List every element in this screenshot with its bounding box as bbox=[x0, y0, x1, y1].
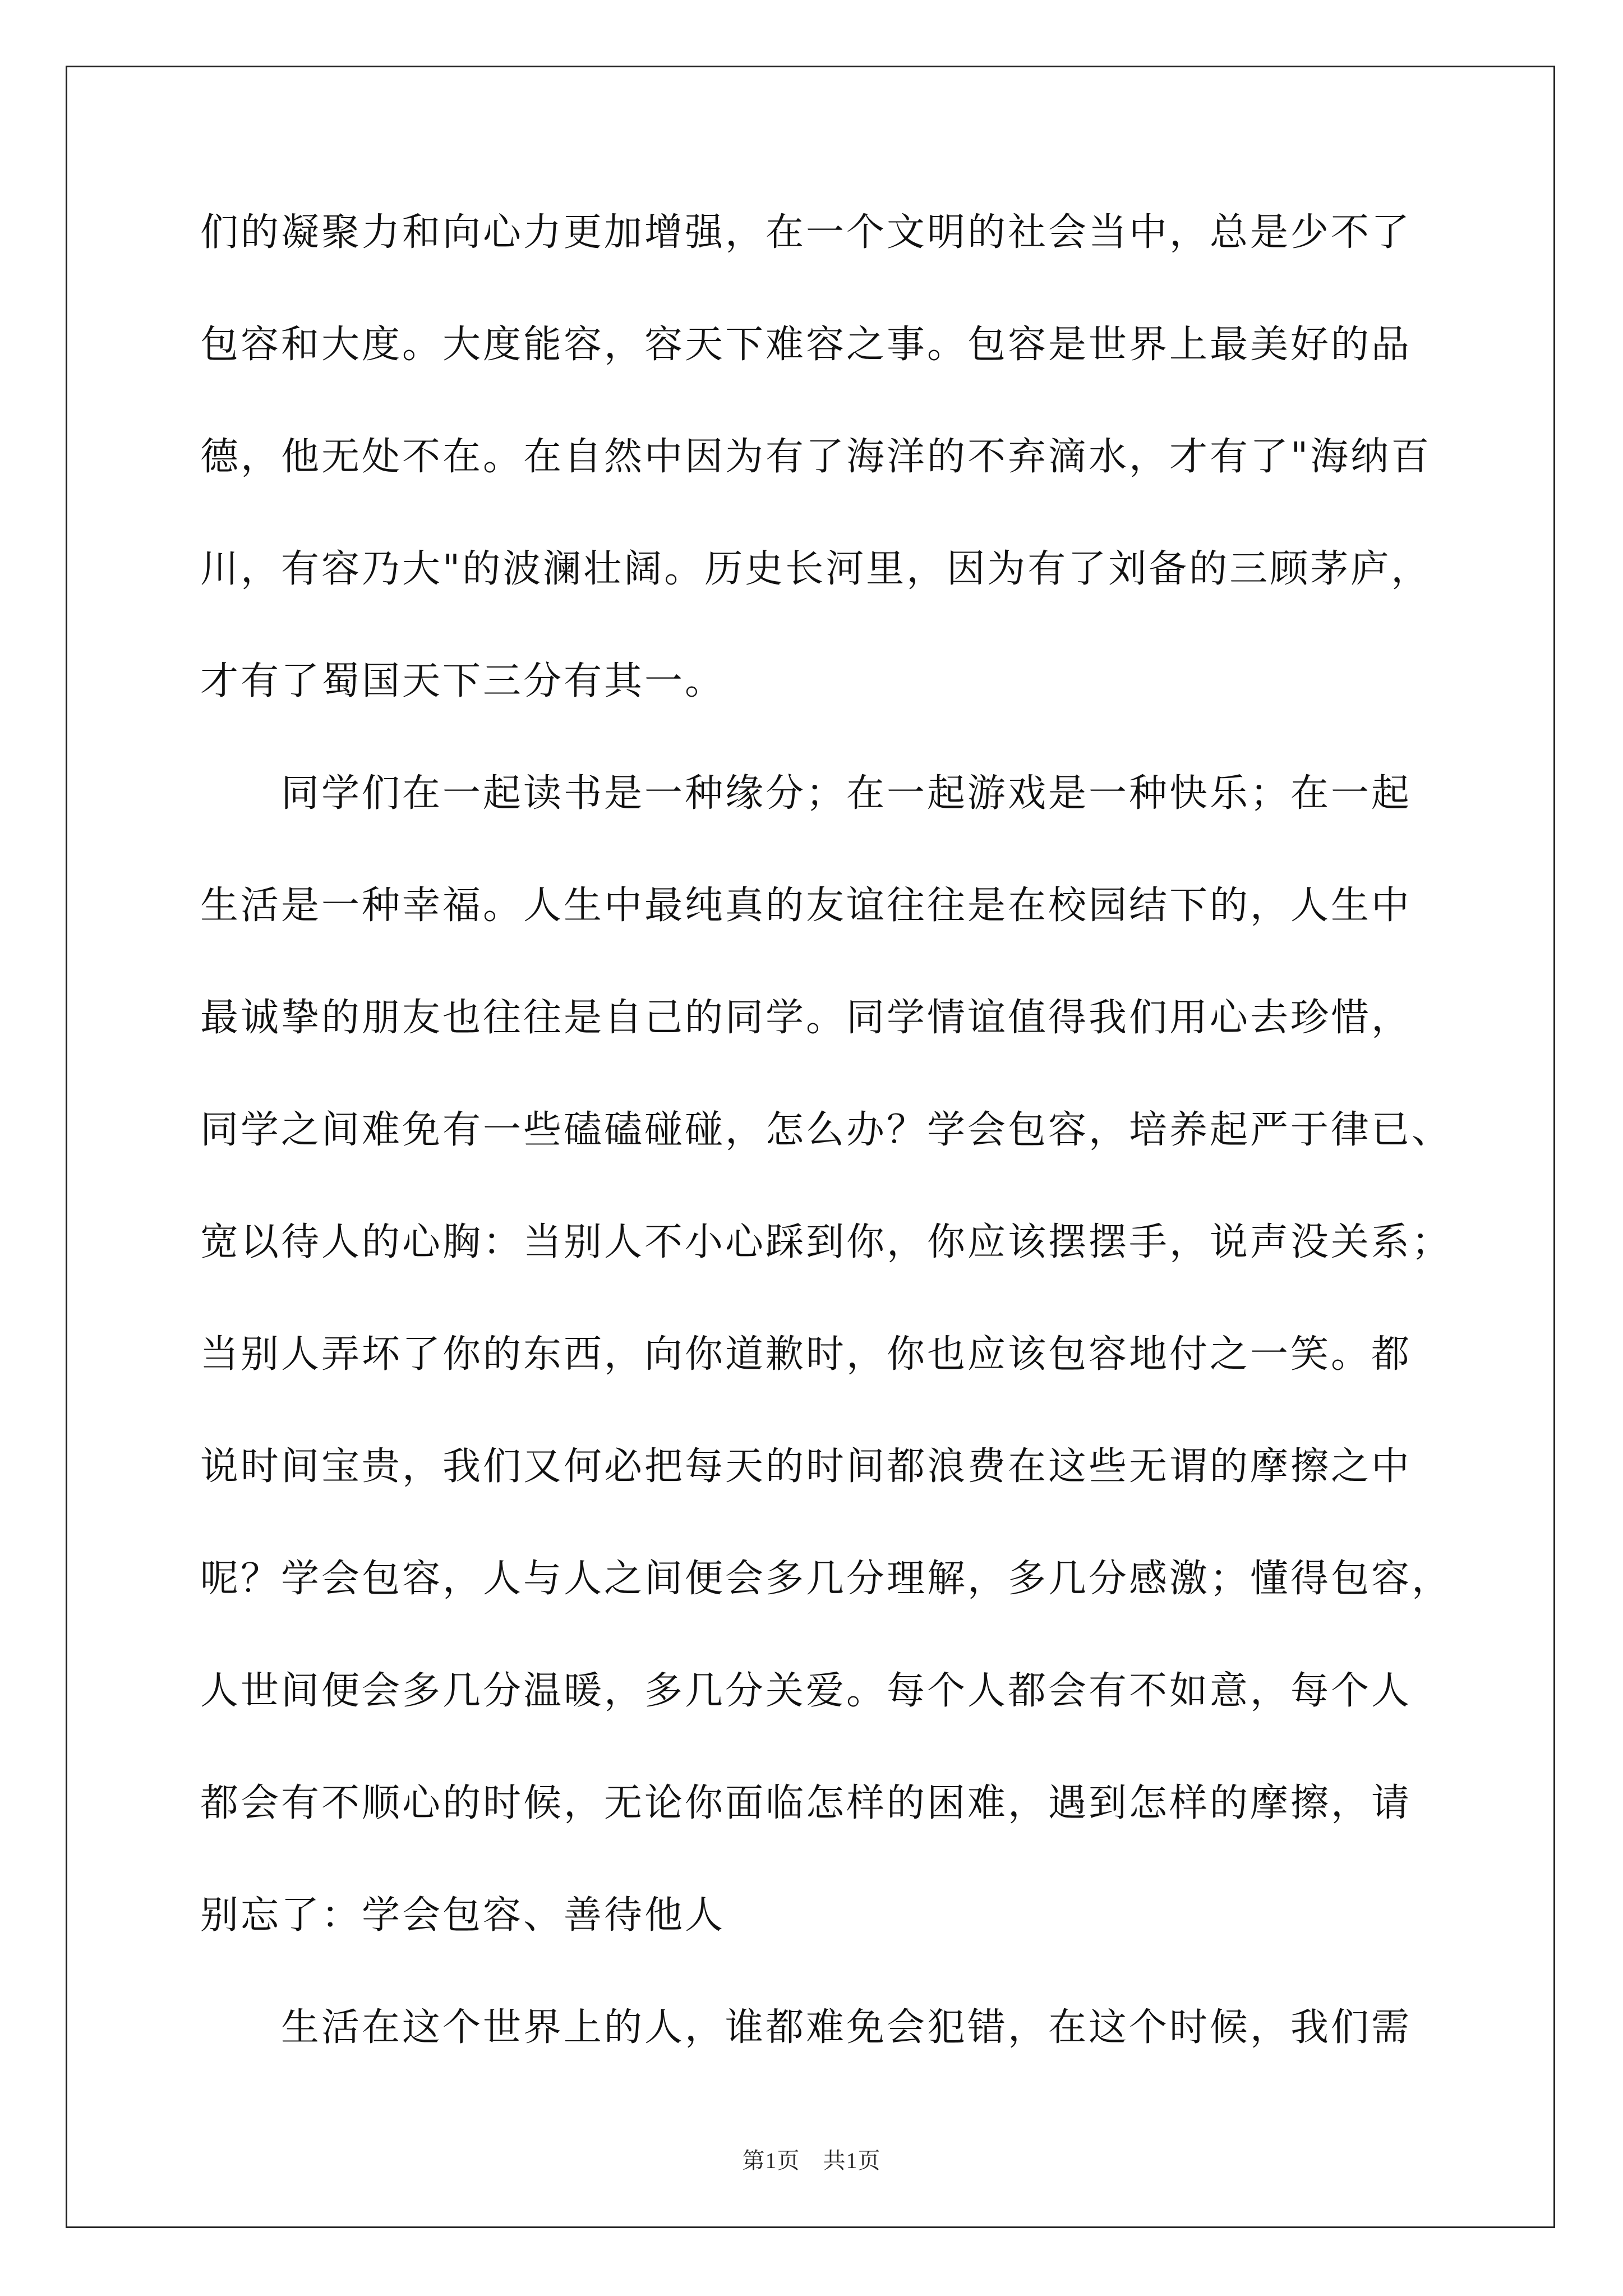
text-line: 包容和大度。大度能容，容天下难容之事。包容是世界上最美好的品 bbox=[200, 323, 1412, 367]
text-line: 川，有容乃大"的波澜壮阔。历史长河里，因为有了刘备的三顾茅庐， bbox=[200, 547, 1432, 591]
text-line: 都会有不顺心的时候，无论你面临怎样的困难，遇到怎样的摩擦，请 bbox=[200, 1781, 1412, 1825]
text-line: 们的凝聚力和向心力更加增强，在一个文明的社会当中，总是少不了 bbox=[200, 210, 1412, 255]
text-line: 才有了蜀国天下三分有其一。 bbox=[200, 659, 726, 703]
text-line: 同学们在一起读书是一种缘分；在一起游戏是一种快乐；在一起 bbox=[200, 771, 1412, 816]
text-line: 同学之间难免有一些磕磕碰碰，怎么办？学会包容，培养起严于律已、 bbox=[200, 1108, 1453, 1152]
text-line: 人世间便会多几分温暖，多几分关爱。每个人都会有不如意，每个人 bbox=[200, 1669, 1412, 1713]
text-line: 别忘了：学会包容、善待他人 bbox=[200, 1893, 726, 1938]
text-line: 最诚挚的朋友也往往是自己的同学。同学情谊值得我们用心去珍惜， bbox=[200, 996, 1412, 1040]
text-line: 当别人弄坏了你的东西，向你道歉时，你也应该包容地付之一笑。都 bbox=[200, 1332, 1412, 1377]
page-number-footer: 第1页 共1页 bbox=[742, 2148, 881, 2173]
text-line: 生活是一种幸福。人生中最纯真的友谊往往是在校园结下的，人生中 bbox=[200, 884, 1412, 928]
text-line: 德，他无处不在。在自然中因为有了海洋的不弃滴水，才有了"海纳百 bbox=[200, 435, 1432, 479]
text-line: 宽以待人的心胸：当别人不小心踩到你，你应该摆摆手，说声没关系； bbox=[200, 1220, 1453, 1264]
text-line: 说时间宝贵，我们又何必把每天的时间都浪费在这些无谓的摩擦之中 bbox=[200, 1444, 1412, 1489]
text-line: 生活在这个世界上的人，谁都难免会犯错，在这个时候，我们需 bbox=[200, 2005, 1412, 2050]
text-line: 呢？学会包容，人与人之间便会多几分理解，多几分感激；懂得包容， bbox=[200, 1557, 1453, 1601]
